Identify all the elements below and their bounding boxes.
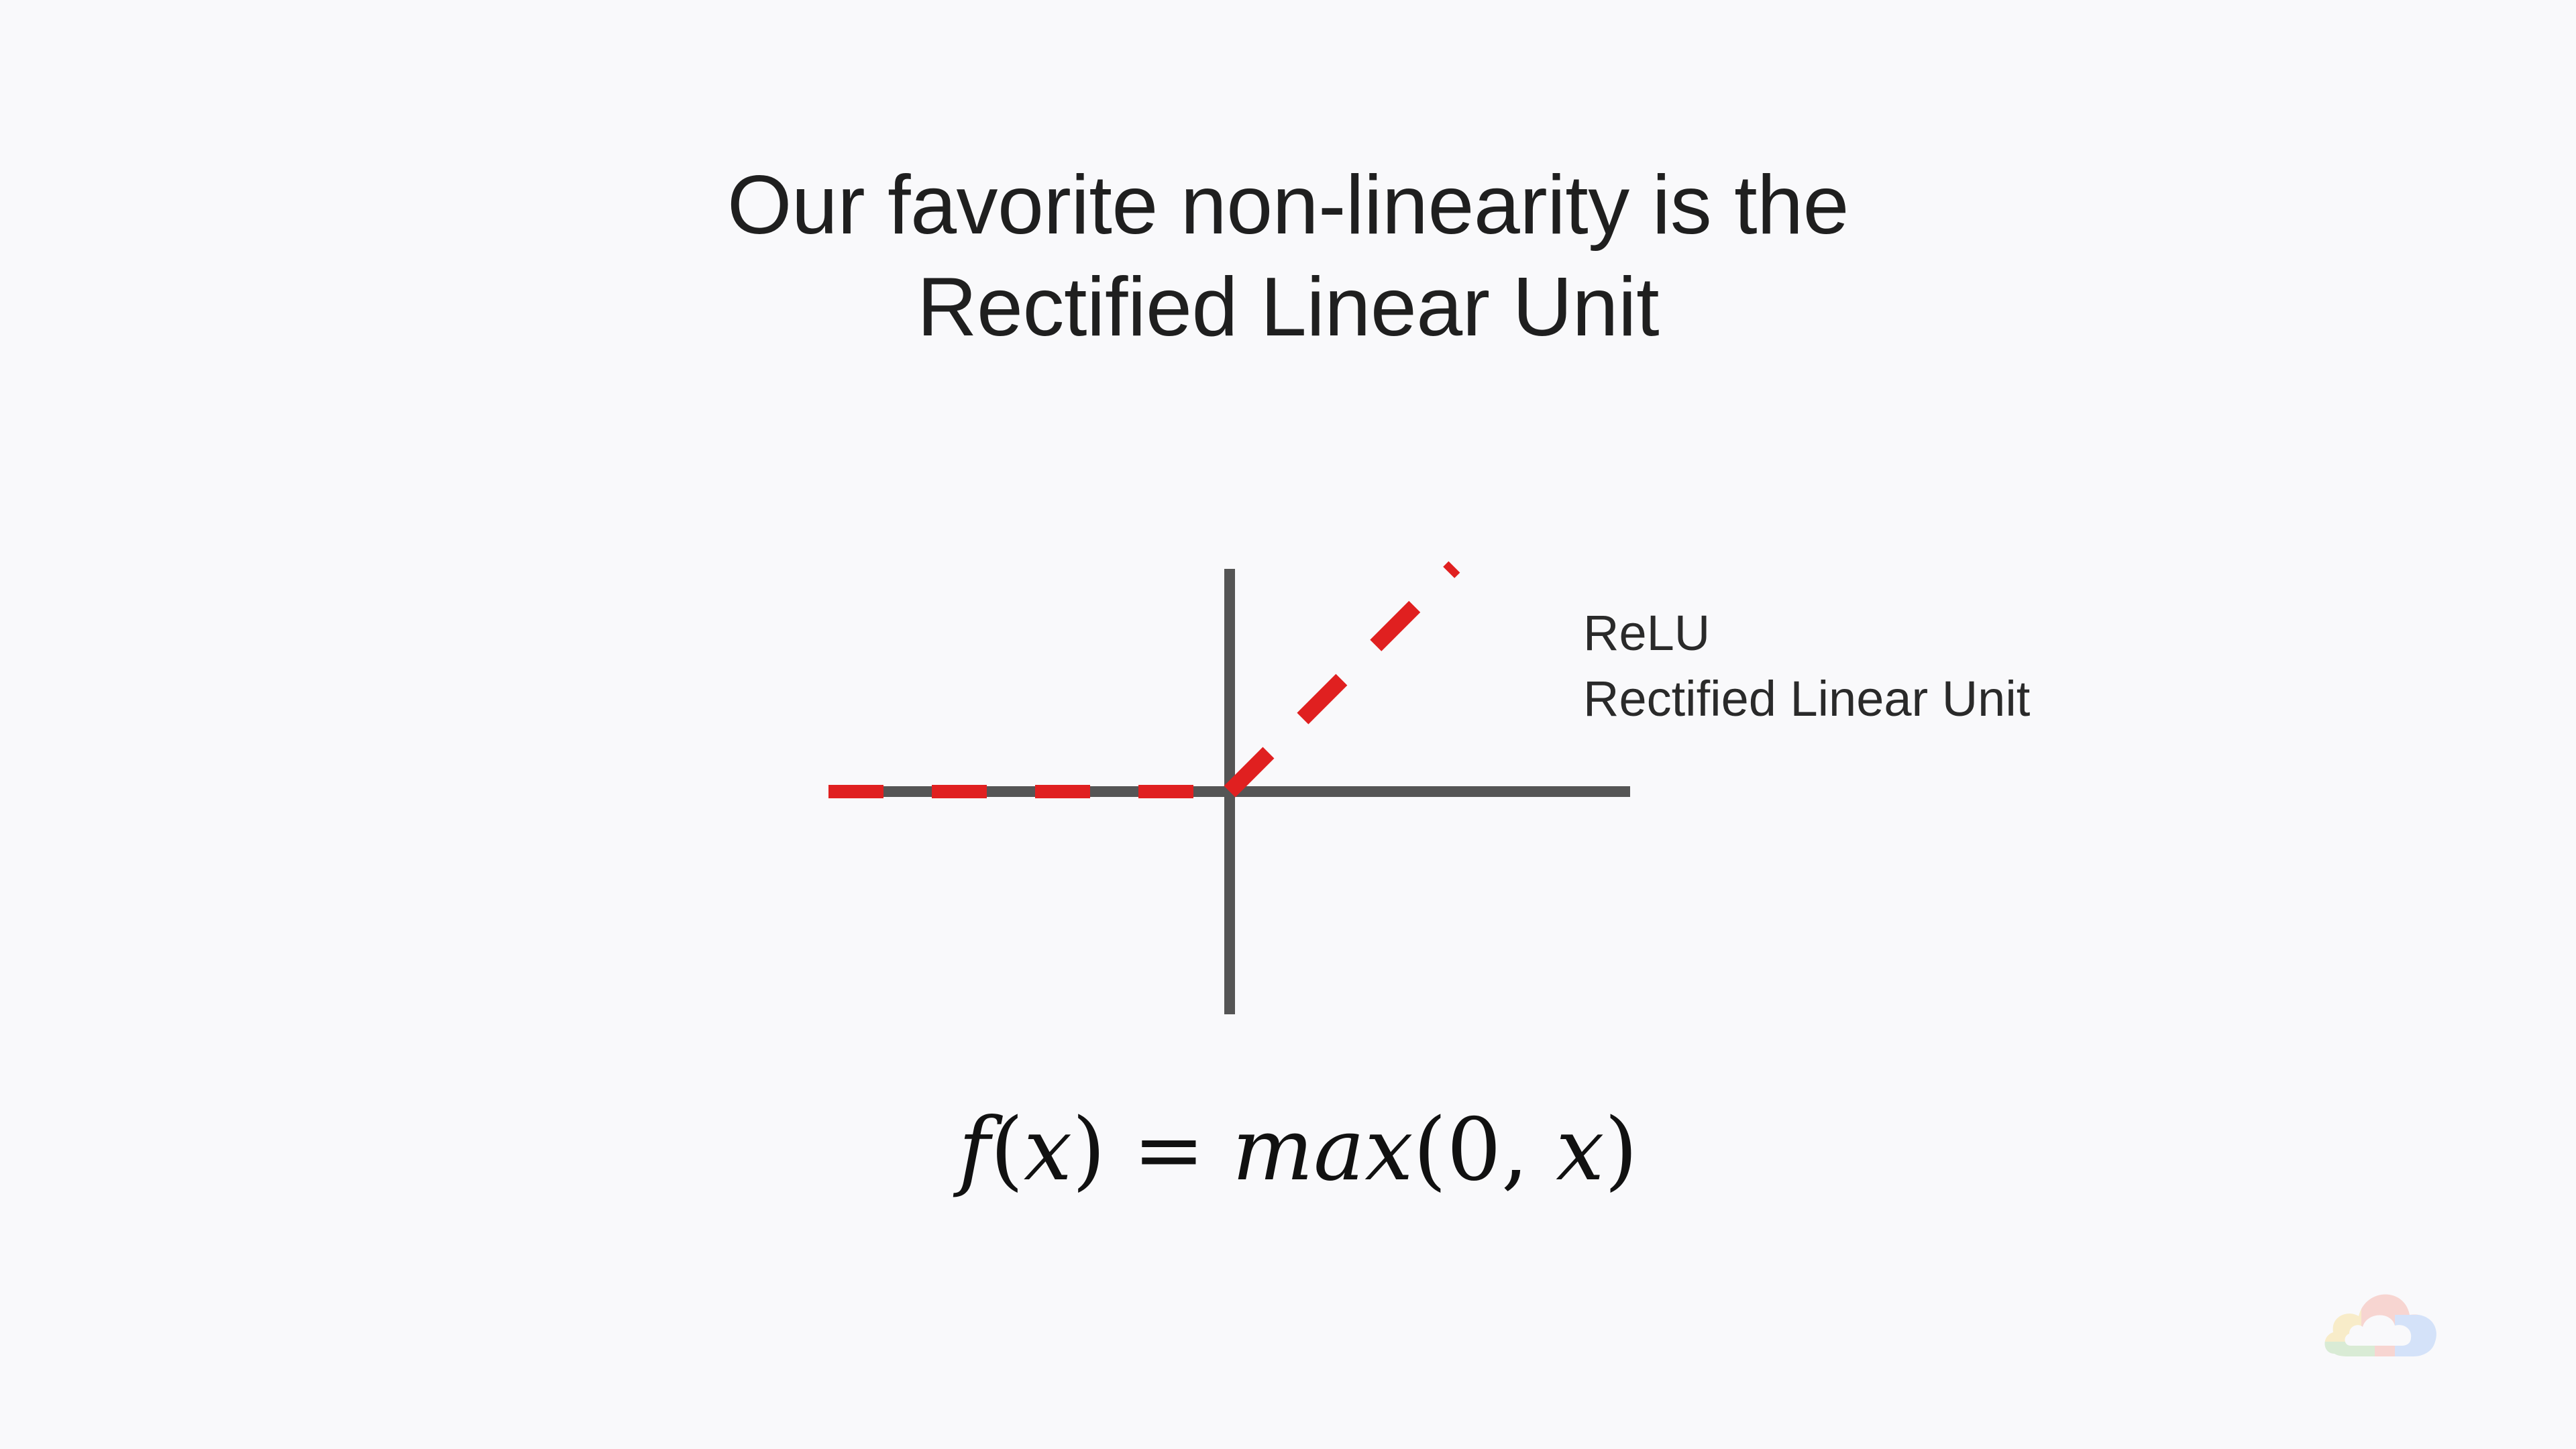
formula-f: f [958, 1100, 990, 1200]
formula-open-1: ( [989, 1100, 1024, 1200]
formula-x-1: x [1023, 1100, 1073, 1200]
formula-max: max [1232, 1100, 1413, 1200]
relu-label-long: Rectified Linear Unit [1583, 671, 2031, 727]
formula-close-2: ) [1604, 1100, 1638, 1200]
relu-label [1583, 600, 2030, 732]
relu-label-short: ReLU [1583, 605, 1711, 661]
google-cloud-logo-icon [2321, 1275, 2449, 1375]
formula-zero: 0 [1446, 1100, 1501, 1200]
title-line-1: Our favorite non-linearity is the [727, 159, 1849, 252]
formula-close-1: ) [1072, 1100, 1106, 1200]
relu-positive-segment [1230, 567, 1454, 792]
title-line-2: Rectified Linear Unit [916, 261, 1660, 354]
formula-x-2: x [1556, 1100, 1605, 1200]
formula-open-2: ( [1413, 1100, 1447, 1200]
formula-equals: = [1106, 1100, 1232, 1200]
formula-comma: , [1501, 1100, 1556, 1200]
relu-formula [0, 1100, 2576, 1200]
